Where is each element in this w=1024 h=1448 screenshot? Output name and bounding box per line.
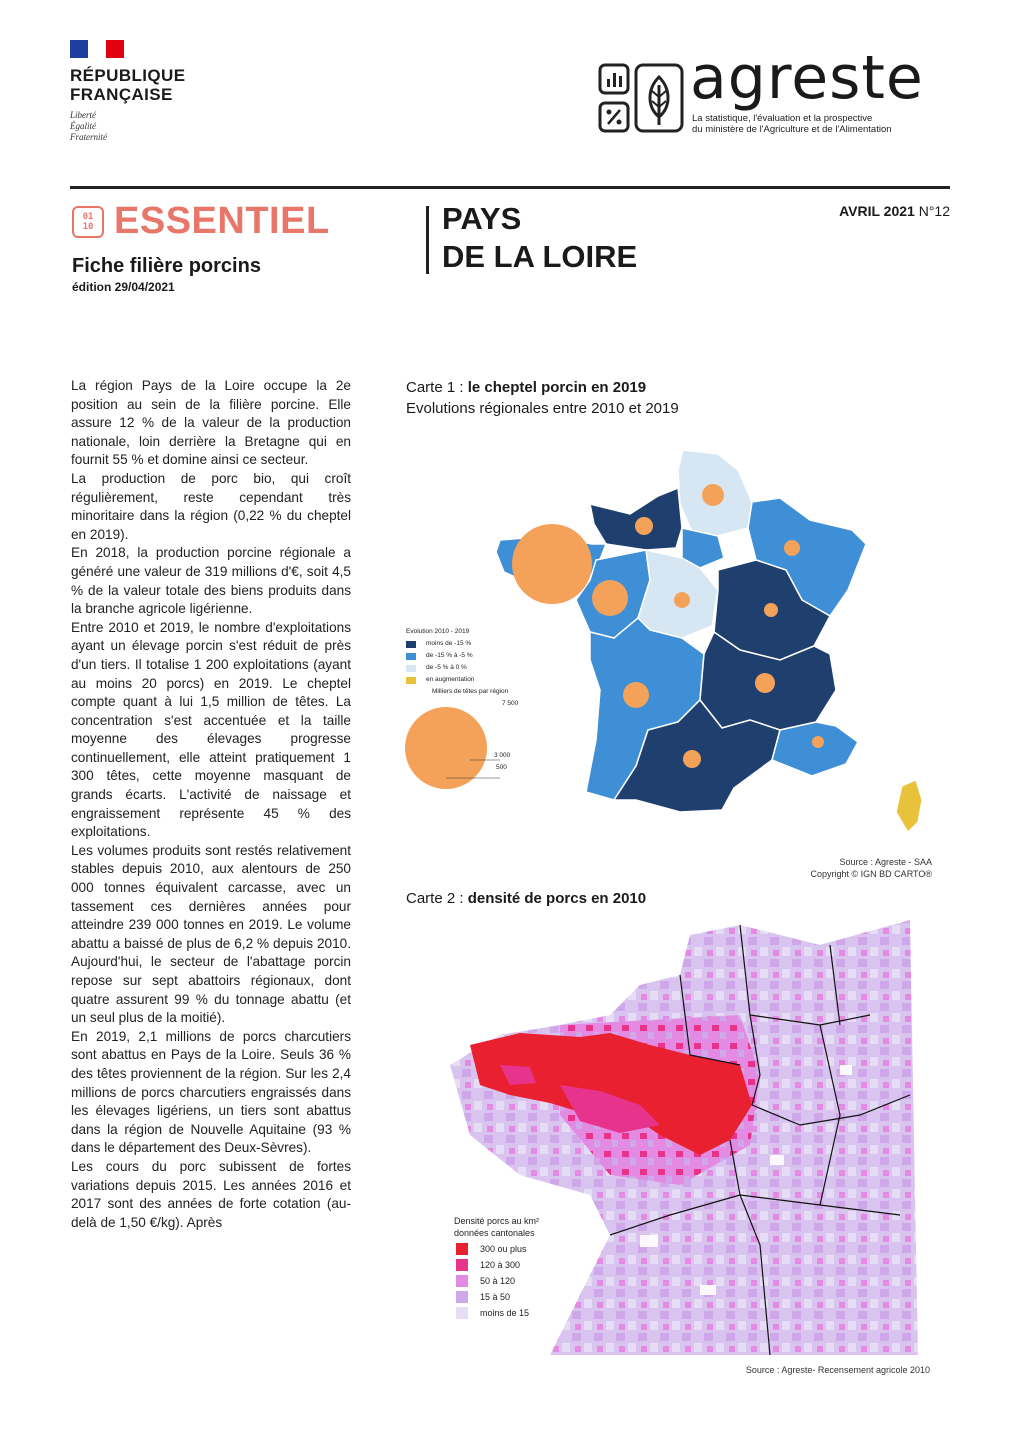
paragraph: Les volumes produits sont restés relativement stables depuis 2010, aux alentours de 250 000 tonnes équivalent carcasse, avec un tassement ces dernières années pour atteindre 239 000 tonnes en 2019. Le volume abattu a baissé de plus de 6,2 % depuis 2010. Aujourd'hui, le secteur de l'abattage porcin repose sur sept abattoirs régionaux, dont quatre assurent 99 % du tonnage abattu (et un seul plus de la moitié). xyxy=(71,842,351,1026)
agreste-tagline: La statistique, l'évaluation et la prospective du ministère de l'Agriculture et de l'Alimentation xyxy=(692,113,892,135)
body-text xyxy=(71,377,351,1232)
bubble-pays-de-la-loire xyxy=(592,580,628,616)
bubble-nouvelle-aquitaine xyxy=(623,682,649,708)
paragraph: Entre 2010 et 2019, le nombre d'exploitations ayant un élevage porcin s'est réduit de près d'un tiers. Il totalise 1 200 exploitations (ayant au moins 20 porcs) en 2019. Le cheptel compte quant à lui 1,5 million de têtes. La concentration s'est accentuée et la taille moyenne des élevages progresse continuellement, elle atteint pratiquement 1 300 têtes, cette moyenne masquant de grands écarts. L'activité de naissage et engraissement représente 45 % des exploitations. xyxy=(71,619,351,840)
region-normandie xyxy=(590,488,682,550)
republique-francaise-logo xyxy=(70,40,185,143)
french-flag-icon xyxy=(70,40,124,58)
map1-source: Source : Agreste - SAA Copyright © IGN BD CARTO® xyxy=(810,857,932,879)
document-title: Fiche filière porcins xyxy=(72,255,261,277)
agreste-wordmark: agreste xyxy=(690,43,924,113)
republique-name: RÉPUBLIQUE FRANÇAISE xyxy=(70,66,186,104)
bubble-hauts-de-france xyxy=(702,484,724,506)
map1-caption: Carte 1 : le cheptel porcin en 2019 Evolutions régionales entre 2010 et 2019 xyxy=(406,379,679,417)
title-block xyxy=(72,200,330,294)
bubble-grand-est xyxy=(784,540,800,556)
map2-legend: Densité porcs au km² données cantonales 300 ou plus 120 à 300 50 à 120 15 à 50 moins de 15 xyxy=(454,1216,540,1318)
paragraph: En 2018, la production porcine régionale a généré une valeur de 319 millions d'€, soit 4,5 % de la valeur totale des biens produits dans la branche agricole ligérienne. xyxy=(71,545,351,617)
region-paca xyxy=(772,722,858,776)
header-rule xyxy=(70,186,950,189)
series-title: ESSENTIEL xyxy=(114,200,330,242)
binary-icon: 01 10 xyxy=(72,206,104,238)
paragraph: En 2019, 2,1 millions de porcs charcutiers sont abattus en Pays de la Loire. Seuls 36 % des têtes proviennent de la région. Sur les 2,4 millions de porcs charcutiers engraissés dans les élevages ligériens, un tiers sont abattus dans la région de Nouvelle Aquitaine (93 % dans le département des Deux-Sèvres). xyxy=(71,1028,351,1156)
agreste-logo xyxy=(598,43,958,145)
bubble-centre xyxy=(674,592,690,608)
issue-info: AVRIL 2021 N°12 xyxy=(839,203,950,219)
map1-legend: Evolution 2010 - 2019 moins de -15 % de -15 % à -5 % de -5 % à 0 % en augmentation Milliers de têtes par région 7 500 3 000 500 xyxy=(406,628,519,771)
title-divider xyxy=(426,206,429,274)
paragraph: Les cours du porc subissent de fortes variations depuis 2015. Les années 2016 et 2017 sont des années de forte cotation (au-delà de 1,50 €/kg). Après xyxy=(71,1158,351,1230)
paragraph: La production de porc bio, qui croît régulièrement, reste cependant très minoritaire dans la région (0,22 % du cheptel en 2019). xyxy=(71,470,351,542)
edition-date: édition 29/04/2021 xyxy=(72,280,175,294)
bubble-occitanie xyxy=(683,750,701,768)
republique-motto: Liberté Égalité Fraternité xyxy=(70,110,107,142)
bubble-auvergne xyxy=(755,673,775,693)
region-corse xyxy=(896,780,922,832)
region-name: PAYS DE LA LOIRE xyxy=(442,201,638,274)
bubble-bourgogne xyxy=(764,603,778,617)
bubble-bretagne xyxy=(512,524,592,604)
agreste-logo-icon xyxy=(598,63,686,139)
paragraph: La région Pays de la Loire occupe la 2e position au sein de la filière porcine. Elle assure 12 % de la valeur de la production nationale, loin derrière la Bretagne qui en fournit 55 % et domine ainsi ce secteur. xyxy=(71,378,351,468)
map2-source: Source : Agreste- Recensement agricole 2010 xyxy=(745,1365,930,1375)
map2-caption: Carte 2 : densité de porcs en 2010 xyxy=(406,890,647,907)
bubble-paca xyxy=(812,736,824,748)
bubble-normandie xyxy=(635,517,653,535)
